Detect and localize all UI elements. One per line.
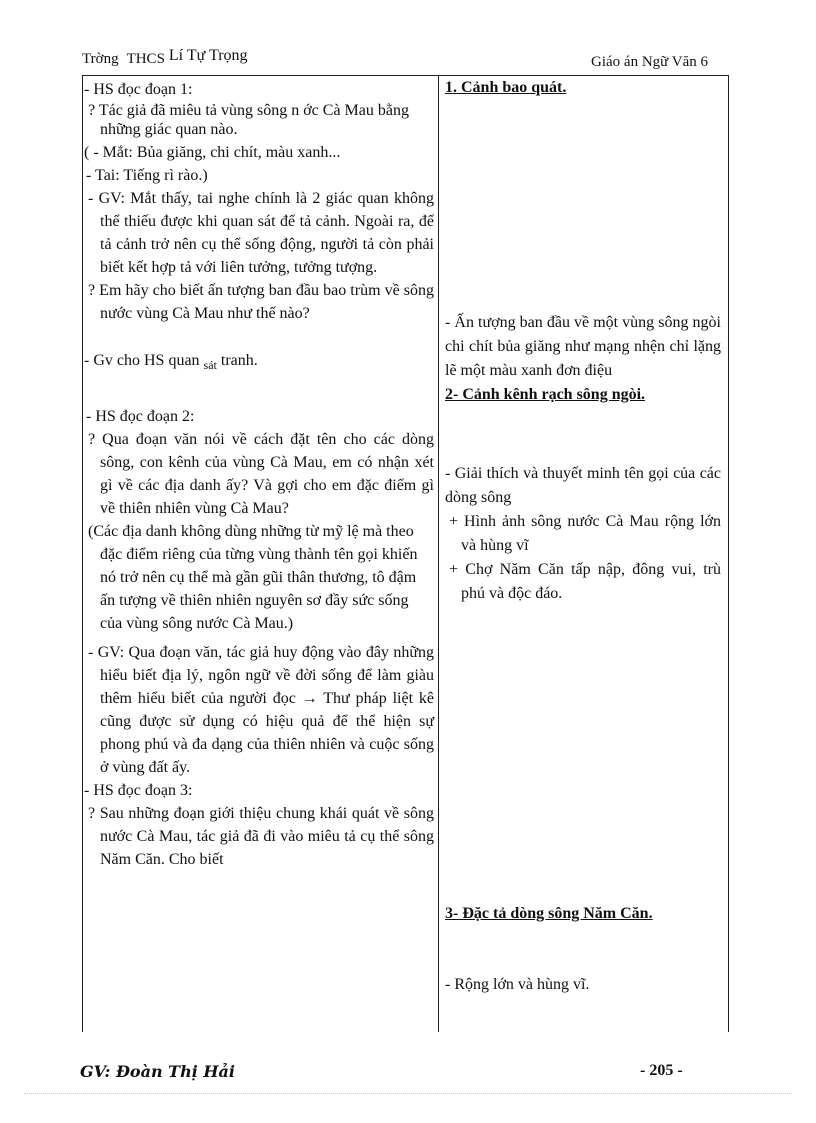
right-point-market: + Chợ Năm Căn tấp nập, đông vui, trù phú và độc đáo. bbox=[449, 561, 721, 602]
left-question-2: ? Em hãy cho biết ấn tượng ban đầu bao trùm về sông nước vùng Cà Mau như thế nào? bbox=[88, 282, 434, 322]
table-middle-border bbox=[438, 75, 439, 1032]
left-question-3: ? Qua đoạn văn nói về cách đặt tên cho các dòng sông, con kênh của vùng Cà Mau, em có nhận xét gì về các địa danh ấy? Và gợi cho em đặc điểm gì về thiên nhiên vùng Cà Mau? bbox=[88, 431, 434, 518]
right-point-river: + Hình ảnh sông nước Cà Mau rộng lớn và hùng vĩ bbox=[449, 513, 721, 554]
left-picture-note-a: - Gv cho HS quan bbox=[84, 352, 200, 369]
left-picture-note-b: sát bbox=[203, 358, 217, 373]
left-question-4: ? Sau những đoạn giới thiệu chung khái quát về sông nước Cà Mau, tác giả đã đi vào miêu tả cụ thể sông Năm Căn. Cho biết bbox=[88, 805, 434, 869]
spacer bbox=[445, 606, 721, 902]
spacer bbox=[445, 406, 721, 462]
section-title-1: 1. Cảnh bao quát. bbox=[445, 79, 567, 96]
spacer bbox=[445, 99, 721, 311]
spacer bbox=[84, 377, 434, 405]
spacer bbox=[445, 925, 721, 973]
left-line-1: - HS đọc đoạn 1: bbox=[84, 81, 193, 98]
section-title-3: 3- Đặc tả dòng sông Năm Căn. bbox=[445, 905, 653, 922]
table-right-border bbox=[728, 75, 729, 1032]
left-column bbox=[84, 78, 434, 871]
left-answer-ears: - Tai: Tiếng rì rào.) bbox=[86, 167, 208, 184]
header-school-name: Lí Tự Trọng bbox=[168, 47, 248, 64]
table-left-border bbox=[82, 75, 83, 1032]
footer-page-number: - 205 - bbox=[640, 1062, 683, 1079]
left-line-read-3: - HS đọc đoạn 3: bbox=[84, 782, 193, 800]
header-subject: Giáo án Ngữ Văn 6 bbox=[591, 54, 708, 70]
header-word-a: Trờng bbox=[82, 51, 119, 67]
right-point-vast: - Rộng lớn và hùng vĩ. bbox=[445, 976, 590, 993]
section-title-2: 2- Cảnh kênh rạch sông ngòi. bbox=[445, 386, 646, 403]
left-question-1: ? Tác giả đã miêu tả vùng sông n ớc Cà Mau bằng những giác quan nào. bbox=[88, 102, 409, 138]
right-column bbox=[445, 76, 721, 996]
left-answer-eyes: ( - Mắt: Bủa giăng, chi chít, màu xanh... bbox=[84, 144, 341, 161]
footer-teacher: GV: Đoàn Thị Hải bbox=[80, 1062, 235, 1081]
footer-dotted-rule bbox=[24, 1093, 792, 1094]
spacer bbox=[84, 325, 434, 349]
left-teacher-note-1: - GV: Mắt thấy, tai nghe chính là 2 giác quan không thể thiếu được khi quan sát để tả cảnh. Ngoài ra, để tả cảnh trở nên cụ thể sống động, người tả còn phải biết kết hợp tả với liên tưởng, tưởng tượng. bbox=[88, 190, 434, 276]
left-answer-3: (Các địa danh không dùng những từ mỹ lệ mà theo đặc điểm riêng của từng vùng thành tên gọi khiến nó trở nên cụ thể mà gần gũi thân thương, tô đậm ấn tượng về thiên nhiên nguyên sơ đầy sức sống của vùng sông nước Cà Mau.) bbox=[88, 523, 418, 633]
left-teacher-note-2: - GV: Qua đoạn văn, tác giả huy động vào đây những hiểu biết địa lý, ngôn ngữ về đời sống để làm giàu thêm hiểu biết của người đọc → Thư pháp liệt kê cũng được sử dụng có hiệu quả để thể hiện sự phong phú và đa dạng của thiên nhiên và cuộc sống ở vùng đất ấy. bbox=[88, 644, 434, 777]
left-line-read-2: - HS đọc đoạn 2: bbox=[86, 408, 195, 426]
left-picture-note bbox=[84, 349, 434, 377]
right-impression: - Ấn tượng ban đầu về một vùng sông ngòi chi chít bủa giăng như mạng nhện chỉ lặng lẽ một màu xanh đơn điệu bbox=[445, 314, 721, 379]
header-word-b: THCS bbox=[126, 51, 165, 67]
right-explain-names: - Giải thích và thuyết minh tên gọi của các dòng sông bbox=[445, 465, 721, 506]
header-school bbox=[82, 47, 248, 68]
left-picture-note-c: tranh. bbox=[220, 352, 258, 369]
